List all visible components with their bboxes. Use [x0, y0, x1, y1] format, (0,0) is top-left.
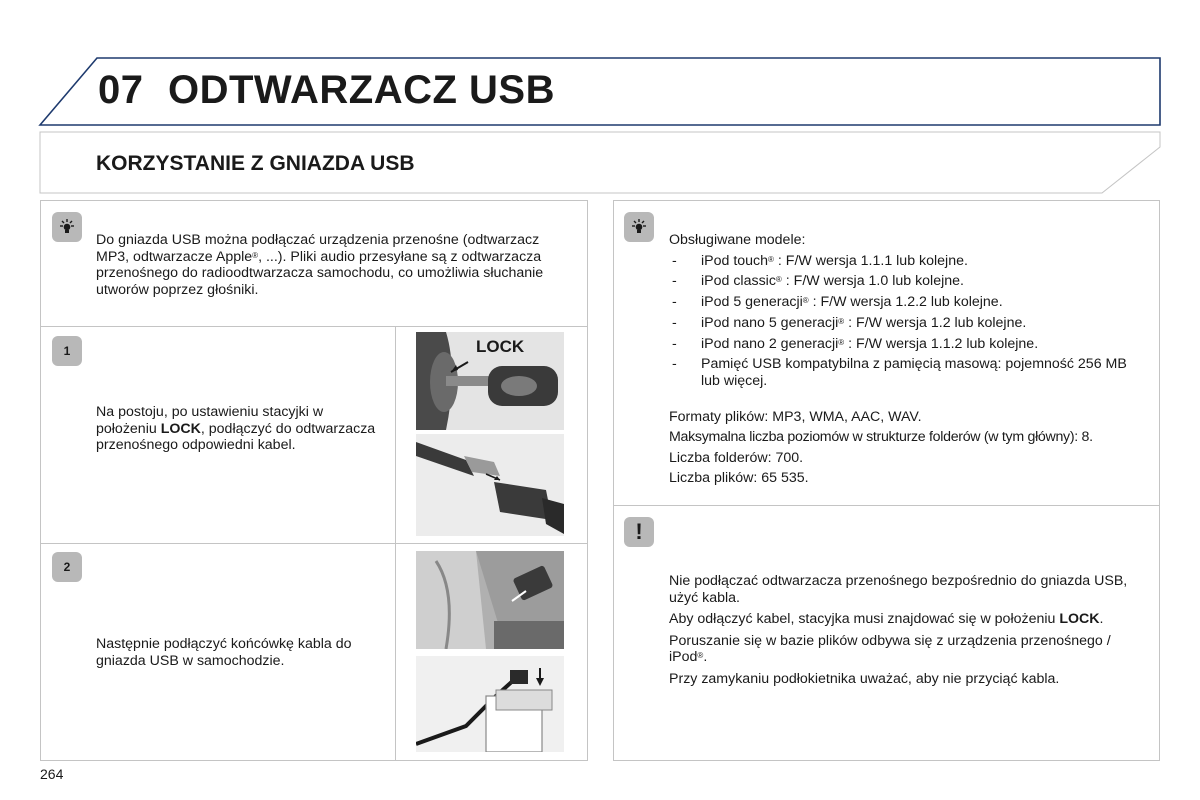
list-dash: - [672, 273, 677, 290]
model-name: iPod nano 2 generacji [701, 335, 839, 352]
ignition-lock-image [416, 332, 564, 430]
list-dash: - [672, 294, 677, 311]
model-item [669, 315, 1147, 332]
model-name: iPod 5 generacji [701, 294, 803, 311]
chapter-title: ODTWARZACZ USB [168, 68, 555, 112]
max-levels-text: Maksymalna liczba poziomów w strukturze folderów (w tym główny): 8. [669, 429, 1093, 446]
formats-text: Formaty plików: MP3, WMA, AAC, WAV. [669, 408, 922, 425]
model-item [669, 294, 1147, 311]
model-version: : F/W wersja 1.1.2 lub kolejne. [844, 335, 1039, 352]
step1-badge: 1 [52, 336, 82, 366]
models-list [669, 253, 1147, 390]
list-dash: - [672, 314, 677, 331]
model-version: : F/W wersja 1.0 lub kolejne. [781, 273, 964, 290]
usb-socket-image [416, 656, 564, 752]
step2-divider [395, 543, 396, 761]
model-version: : F/W wersja 1.2.2 lub kolejne. [808, 294, 1003, 311]
list-dash: - [672, 335, 677, 352]
model-item [669, 273, 1147, 290]
folders-text: Liczba folderów: 700. [669, 449, 804, 466]
armrest-usb-image [416, 551, 564, 649]
model-item [669, 336, 1147, 353]
step2-text: Następnie podłączyć końcówkę kabla do gniazda USB w samochodzie. [96, 636, 352, 669]
warning-p2: Aby odłączyć kabel, stacyjka musi znajdować się w położeniu LOCK. [669, 611, 1104, 627]
step2-badge: 2 [52, 552, 82, 582]
model-name: iPod nano 5 generacji [701, 314, 839, 331]
model-version: : F/W wersja 1.1.1 lub kolejne. [773, 252, 968, 269]
model-name: iPod classic [701, 273, 776, 290]
registered-mark: ® [838, 337, 845, 347]
registered-mark: ® [802, 296, 809, 306]
warning-p3: Poruszanie się w bazie plików odbywa się z urządzenia przenośnego / iPod®. [669, 632, 1111, 665]
warning-p1: Nie podłączać odtwarzacza przenośnego bezpośrednio do gniazda USB, użyć kabla. [669, 573, 1128, 606]
models-heading: Obsługiwane modele: [669, 232, 806, 248]
section-title: KORZYSTANIE Z GNIAZDA USB [96, 152, 415, 175]
model-item [669, 253, 1147, 270]
model-name: iPod touch [701, 252, 769, 269]
model-version: : F/W wersja 1.2 lub kolejne. [844, 314, 1027, 331]
exclamation-icon: ! [624, 517, 654, 547]
models-content [669, 232, 1147, 492]
warning-content [669, 573, 1149, 692]
step1-text: Na postoju, po ustawieniu stacyjki w położeniu LOCK, podłączyć do odtwarzacza przenośnego odpowiedni kabel. [96, 404, 376, 453]
model-item [669, 356, 1147, 389]
intro-text: Do gniazda USB można podłączać urządzenia przenośne (odtwarzacz MP3, odtwarzacze Apple®, ...). Pliki audio przesyłane są z odtwarzacza przenośnego do radioodtwarzacza samochodu, co umożliwia słuchanie utworów poprzez głośniki. [96, 232, 544, 298]
lightbulb-icon [624, 212, 654, 242]
model-name: Pamięć USB kompatybilna z pamięcią masową: pojemność 256 MB lub więcej. [701, 356, 1127, 389]
usb-cable-image [416, 434, 564, 536]
lightbulb-icon [52, 212, 82, 242]
registered-mark: ® [838, 316, 845, 326]
list-dash: - [672, 356, 677, 373]
files-text: Liczba plików: 65 535. [669, 470, 809, 487]
list-dash: - [672, 252, 677, 269]
step1-divider [395, 326, 396, 544]
page-number: 264 [40, 766, 64, 782]
warning-p4: Przy zamykaniu podłokietnika uważać, aby nie przyciąć kabla. [669, 670, 1060, 687]
registered-mark: ® [775, 275, 782, 285]
lock-image-label: LOCK [476, 337, 525, 356]
registered-mark: ® [768, 254, 774, 264]
chapter-number: 07 [98, 68, 144, 112]
